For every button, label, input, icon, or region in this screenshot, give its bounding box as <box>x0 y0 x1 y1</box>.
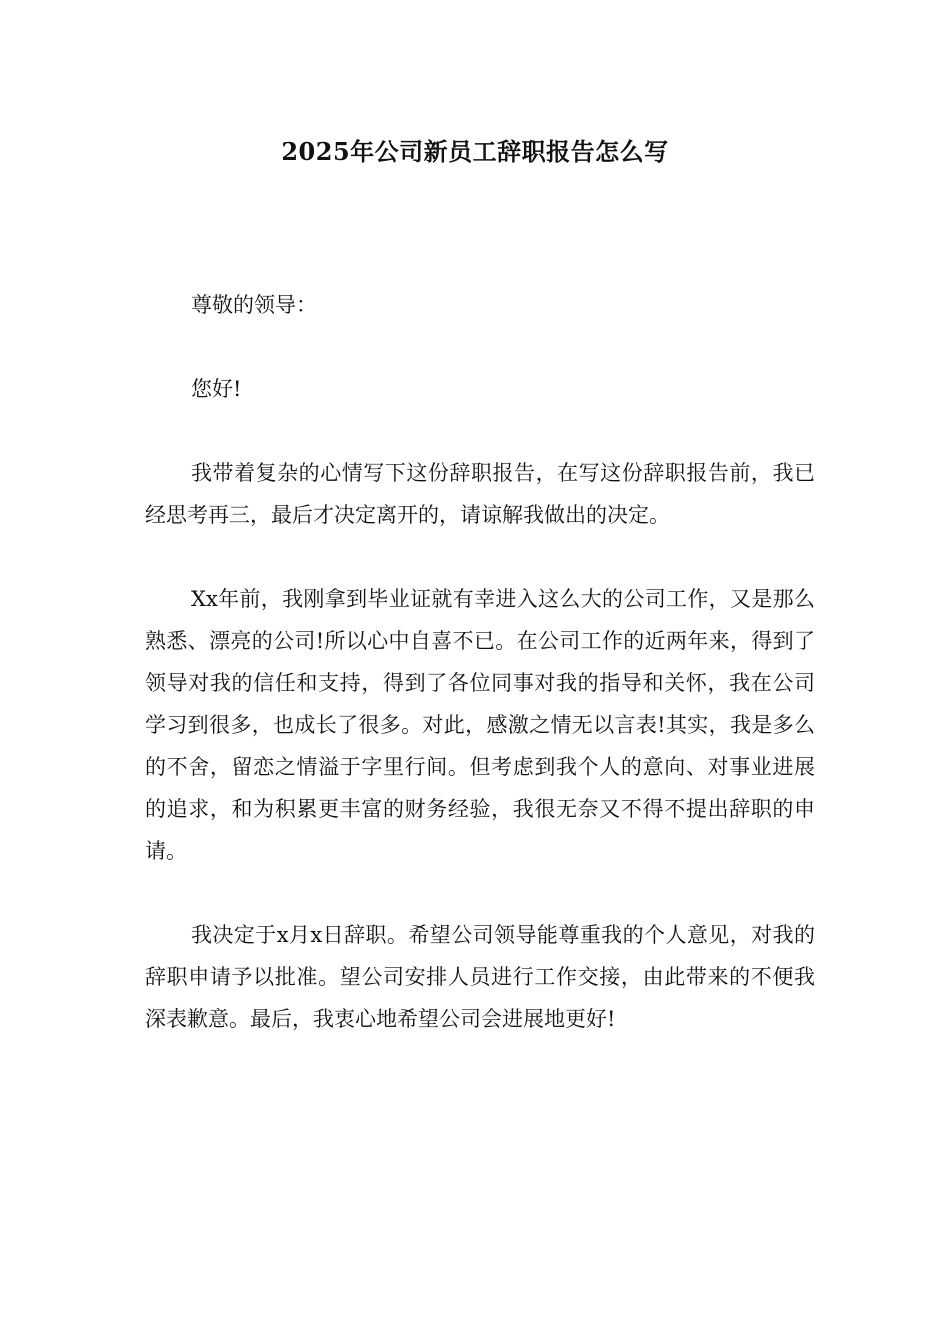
document-title: 2025年公司新员工辞职报告怎么写 <box>281 137 669 166</box>
salutation: 尊敬的领导： <box>191 293 317 317</box>
paragraph-1: 我带着复杂的心情写下这份辞职报告，在写这份辞职报告前，我已经思考再三，最后才决定离开的，请谅解我做出的决定。 <box>145 461 815 527</box>
paragraph-2: Xx年前，我刚拿到毕业证就有幸进入这么大的公司工作，又是那么熟悉、漂亮的公司!所以心中自喜不已。在公司工作的近两年来，得到了领导对我的信任和支持，得到了各位同事对我的指导和关怀，我在公司学习到很多，也成长了很多。对此，感激之情无以言表!其实，我是多么的不舍，留恋之情溢于字里行间。但考虑到我个人的意向、对事业进展的追求，和为积累更丰富的财务经验，我很无奈又不得不提出辞职的申请。 <box>145 587 815 863</box>
paragraph-3: 我决定于x月x日辞职。希望公司领导能尊重我的个人意见，对我的辞职申请予以批准。望公司安排人员进行工作交接，由此带来的不便我深表歉意。最后，我衷心地希望公司会进展地更好! <box>145 923 815 1031</box>
greeting: 您好! <box>191 377 242 401</box>
document-body <box>145 284 815 1040</box>
